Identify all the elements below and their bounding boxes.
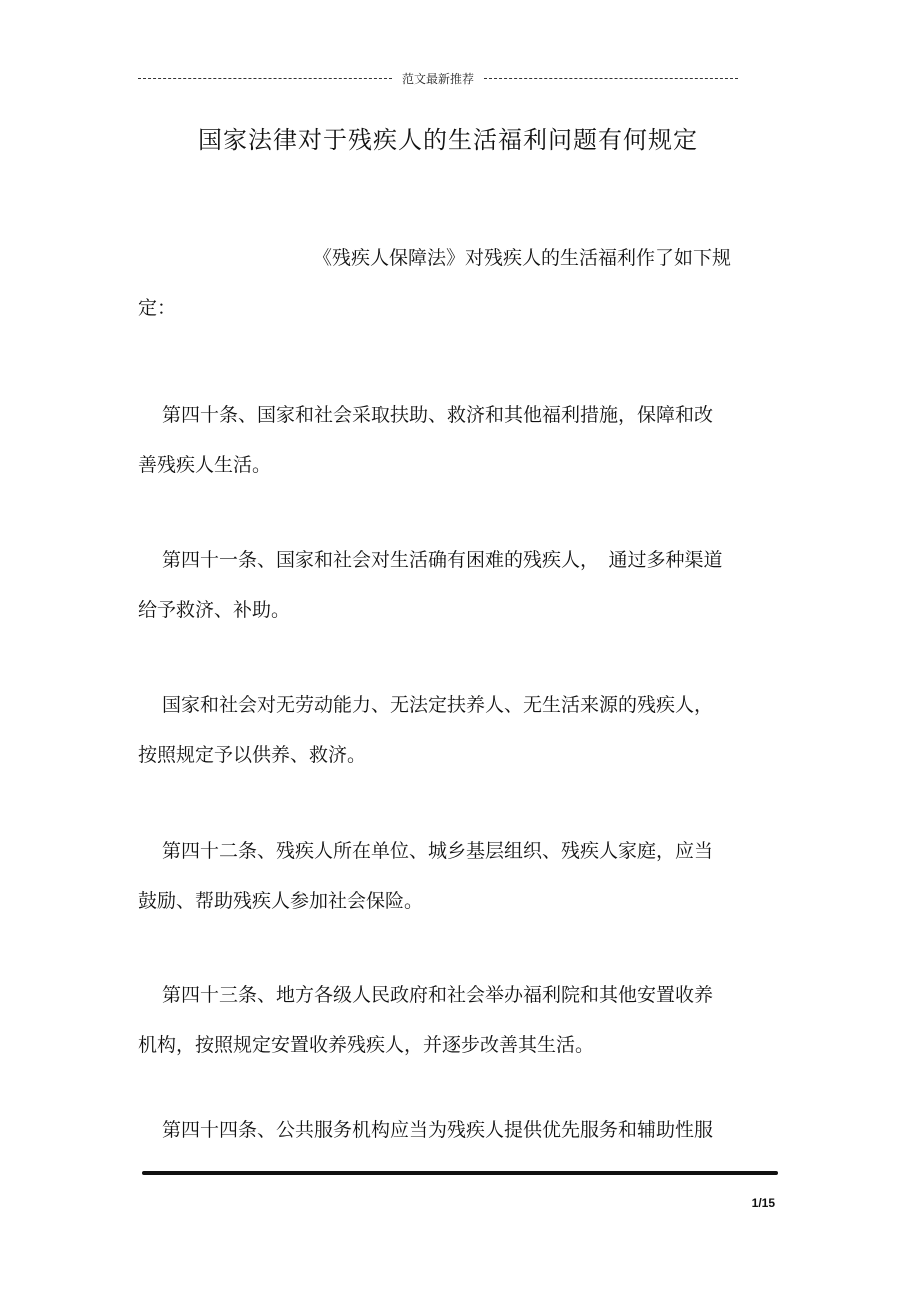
paragraph-line: 定： (138, 297, 177, 319)
page-header (138, 68, 738, 88)
paragraph-article-42 (138, 826, 760, 926)
paragraph-line: 第四十四条、公共服务机构应当为残疾人提供优先服务和辅助性服 (162, 1119, 714, 1141)
paragraph-article-43 (138, 970, 760, 1070)
paragraph-line: 给予救济、补助。 (138, 599, 291, 621)
paragraph-line: 第四十二条、残疾人所在单位、城乡基层组织、残疾人家庭，应当 (162, 840, 714, 862)
paragraph-intro (138, 233, 760, 333)
page-number: 1/15 (751, 1196, 775, 1210)
paragraph-article-40 (138, 390, 760, 490)
paragraph-line: 第四十条、国家和社会采取扶助、救济和其他福利措施，保障和改 (162, 404, 714, 426)
paragraph-line: 第四十一条、国家和社会对生活确有困难的残疾人， 通过多种渠道 (162, 549, 723, 571)
header-text: 范文最新推荐 (402, 71, 475, 86)
paragraph-article-41 (138, 535, 760, 635)
footer-rule (142, 1171, 778, 1175)
paragraph-article-44 (138, 1105, 760, 1155)
header-dash-left (138, 78, 392, 79)
paragraph-line: 机构，按照规定安置收养残疾人，并逐步改善其生活。 (138, 1034, 595, 1056)
document-title: 国家法律对于残疾人的生活福利问题有何规定 (198, 126, 698, 154)
paragraph-line: 国家和社会对无劳动能力、无法定扶养人、无生活来源的残疾人， (162, 694, 714, 716)
header-dash-right (484, 78, 738, 79)
paragraph-line: 《残疾人保障法》对残疾人的生活福利作了如下规 (313, 247, 732, 269)
paragraph-line: 第四十三条、地方各级人民政府和社会举办福利院和其他安置收养 (162, 984, 714, 1006)
paragraph-line: 善残疾人生活。 (138, 454, 272, 476)
paragraph-line: 鼓励、帮助残疾人参加社会保险。 (138, 890, 424, 912)
paragraph-article-41-cont (138, 680, 760, 780)
paragraph-line: 按照规定予以供养、救济。 (138, 744, 367, 766)
